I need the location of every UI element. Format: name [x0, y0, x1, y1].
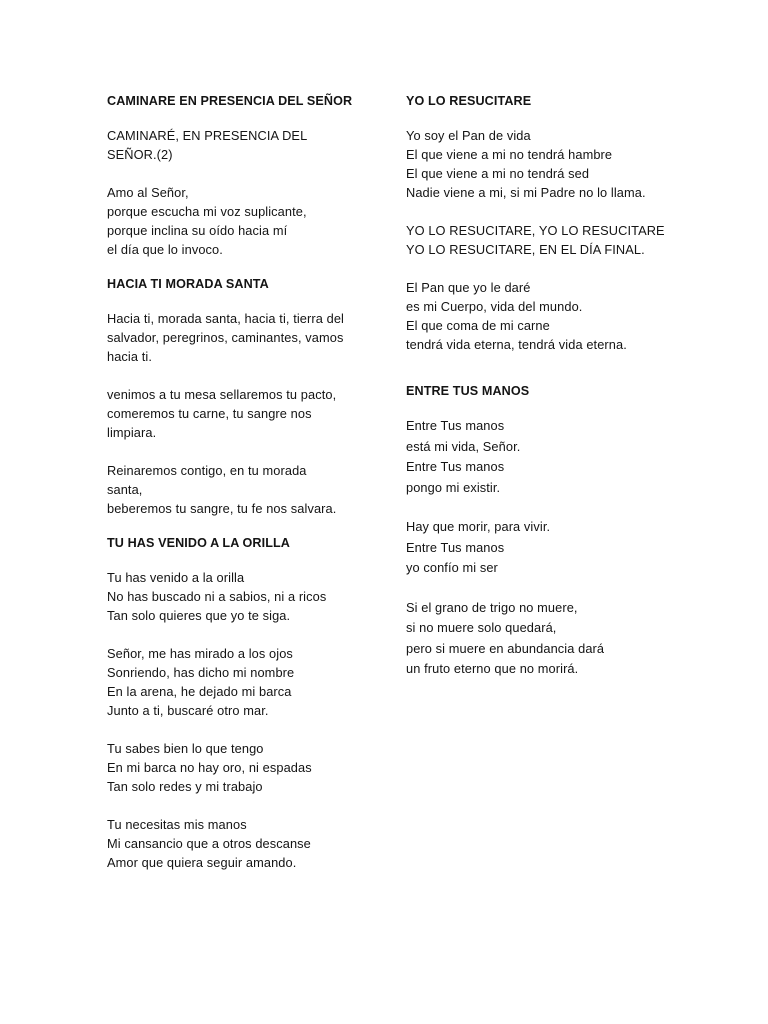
song-yo-lo-resucitare: [406, 92, 668, 354]
lyric-line: Mi cansancio que a otros descanse: [107, 836, 311, 851]
lyric-line: El Pan que yo le daré: [406, 280, 531, 295]
lyric-line: Hay que morir, para vivir.: [406, 519, 551, 534]
lyric-line: El que coma de mi carne: [406, 318, 550, 333]
lyric-line: comeremos tu carne, tu sangre nos: [107, 406, 312, 421]
lyric-line: Entre Tus manos: [406, 418, 505, 433]
stanza: [107, 309, 369, 366]
lyric-line: pero si muere en abundancia dará: [406, 640, 605, 656]
lyric-line: yo confío mi ser: [406, 560, 498, 575]
stanza: [107, 815, 369, 872]
stanza: [406, 221, 668, 259]
lyric-line: porque escucha mi voz suplicante,: [107, 204, 307, 219]
lyric-line: salvador, peregrinos, caminantes, vamos: [107, 330, 344, 345]
lyric-line: santa,: [107, 482, 143, 497]
lyric-line: es mi Cuerpo, vida del mundo.: [406, 299, 583, 314]
song-hacia-ti: [107, 275, 369, 518]
stanza: [406, 598, 668, 680]
stanza: [107, 568, 369, 625]
lyric-line: Tan solo quieres que yo te siga.: [107, 608, 291, 623]
lyric-line: Junto a ti, buscaré otro mar.: [107, 703, 269, 718]
song-title: YO LO RESUCITARE: [406, 94, 532, 108]
lyric-line: YO LO RESUCITARE, YO LO RESUCITARE: [406, 223, 665, 238]
lyric-line: Hacia ti, morada santa, hacia ti, tierra del: [107, 311, 344, 326]
right-column: [406, 92, 668, 699]
lyric-line: En mi barca no hay oro, ni espadas: [107, 760, 312, 775]
lyric-line: El que viene a mi no tendrá sed: [406, 166, 590, 181]
lyric-line: En la arena, he dejado mi barca: [107, 684, 292, 699]
lyric-line: Tu has venido a la orilla: [107, 570, 245, 585]
lyric-line: el día que lo invoco.: [107, 242, 223, 257]
lyric-line: Si el grano de trigo no muere,: [406, 599, 578, 615]
stanza: [406, 126, 668, 202]
lyric-line: El que viene a mi no tendrá hambre: [406, 147, 613, 162]
lyric-line: está mi vida, Señor.: [406, 438, 521, 454]
lyric-line: hacia ti.: [107, 349, 153, 364]
song-title: HACIA TI MORADA SANTA: [107, 277, 269, 291]
lyric-line: porque inclina su oído hacia mí: [107, 223, 288, 238]
stanza: [107, 183, 369, 259]
lyric-line: beberemos tu sangre, tu fe nos salvara.: [107, 501, 337, 516]
stanza: [406, 517, 668, 579]
lyric-line: tendrá vida eterna, tendrá vida eterna.: [406, 337, 627, 352]
song-caminare: [107, 92, 369, 259]
stanza: [107, 644, 369, 720]
song-title: TU HAS VENIDO A LA ORILLA: [107, 536, 291, 550]
lyric-line: Tu sabes bien lo que tengo: [107, 741, 264, 756]
stanza: [107, 739, 369, 796]
lyric-line: YO LO RESUCITARE, EN EL DÍA FINAL.: [406, 242, 645, 257]
lyric-line: Entre Tus manos: [406, 539, 505, 555]
lyric-line: Reinaremos contigo, en tu morada: [107, 463, 307, 478]
lyric-line: si no muere solo quedará,: [406, 620, 557, 635]
song-title: CAMINARE EN PRESENCIA DEL SEÑOR: [107, 94, 353, 108]
song-tu-has-venido: [107, 534, 369, 872]
song-title: ENTRE TUS MANOS: [406, 384, 530, 398]
lyric-line: Nadie viene a mi, si mi Padre no lo llama.: [406, 185, 646, 200]
lyric-line: limpiara.: [107, 425, 157, 440]
lyric-line: Yo soy el Pan de vida: [406, 128, 531, 143]
lyric-line: Tan solo redes y mi trabajo: [107, 779, 263, 794]
lyric-line: venimos a tu mesa sellaremos tu pacto,: [107, 387, 337, 402]
stanza: [107, 385, 369, 442]
stanza: [406, 416, 668, 498]
lyric-line: CAMINARÉ, EN PRESENCIA DEL: [107, 128, 308, 143]
lyric-line: Amor que quiera seguir amando.: [107, 855, 297, 870]
lyric-line: un fruto eterno que no morirá.: [406, 661, 579, 676]
lyric-line: Señor, me has mirado a los ojos: [107, 646, 293, 661]
lyric-line: Entre Tus manos: [406, 459, 505, 474]
lyric-line: pongo mi existir.: [406, 479, 501, 495]
stanza: [107, 461, 369, 518]
lyric-line: SEÑOR.(2): [107, 147, 173, 162]
lyric-line: No has buscado ni a sabios, ni a ricos: [107, 589, 327, 604]
stanza: [107, 126, 369, 164]
lyric-line: Amo al Señor,: [107, 185, 189, 200]
lyric-line: Tu necesitas mis manos: [107, 817, 247, 832]
lyric-line: Sonriendo, has dicho mi nombre: [107, 665, 295, 680]
stanza: [406, 278, 668, 354]
song-entre-tus-manos: [406, 382, 668, 680]
left-column: [107, 92, 369, 891]
